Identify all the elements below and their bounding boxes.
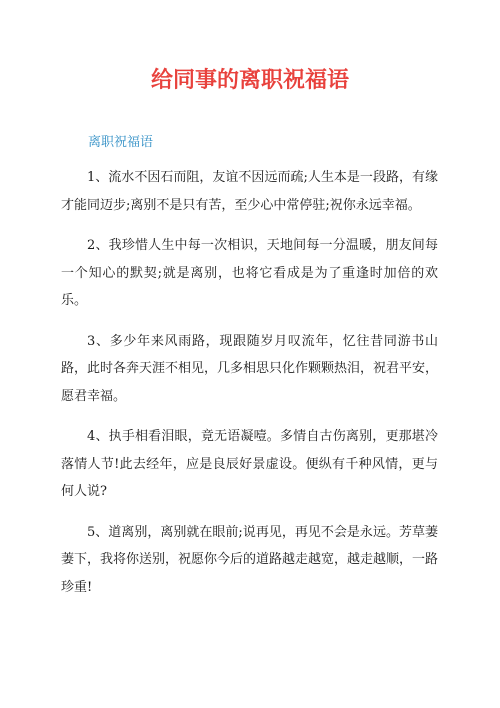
paragraph-2: 2、我珍惜人生中每一次相识，天地间每一分温暖，朋友间每一个知心的默契;就是离别，也将它看成是为了重逢时加倍的欢乐。 [61,238,438,308]
paragraph-3: 3、多少年来风雨路，现跟随岁月叹流年，忆往昔同游书山路，此时各奔天涯不相见，几多相思只化作颗颗热泪，祝君平安，愿君幸福。 [61,333,439,404]
paragraph-4: 4、执手相看泪眼，竟无语凝噎。多情自古伤离别，更那堪冷落情人节!此去经年，应是良辰好景虚设。便纵有千种风情，更与何人说? [61,429,438,499]
paragraph-5: 5、道离别，离别就在眼前;说再见，再见不会是永远。芳草萋萋下，我将你送别，祝愿你今后的道路越走越宽，越走越顺，一路珍重! [61,524,439,595]
document-title: 给同事的离职祝福语 [150,68,349,93]
paragraph-1: 1、流水不因石而阻，友谊不因远而疏;人生本是一段路，有缘才能同迈步;离别不是只有苦，至少心中常停驻;祝你永远幸福。 [61,170,438,213]
section-heading: 离职祝福语 [88,135,154,150]
